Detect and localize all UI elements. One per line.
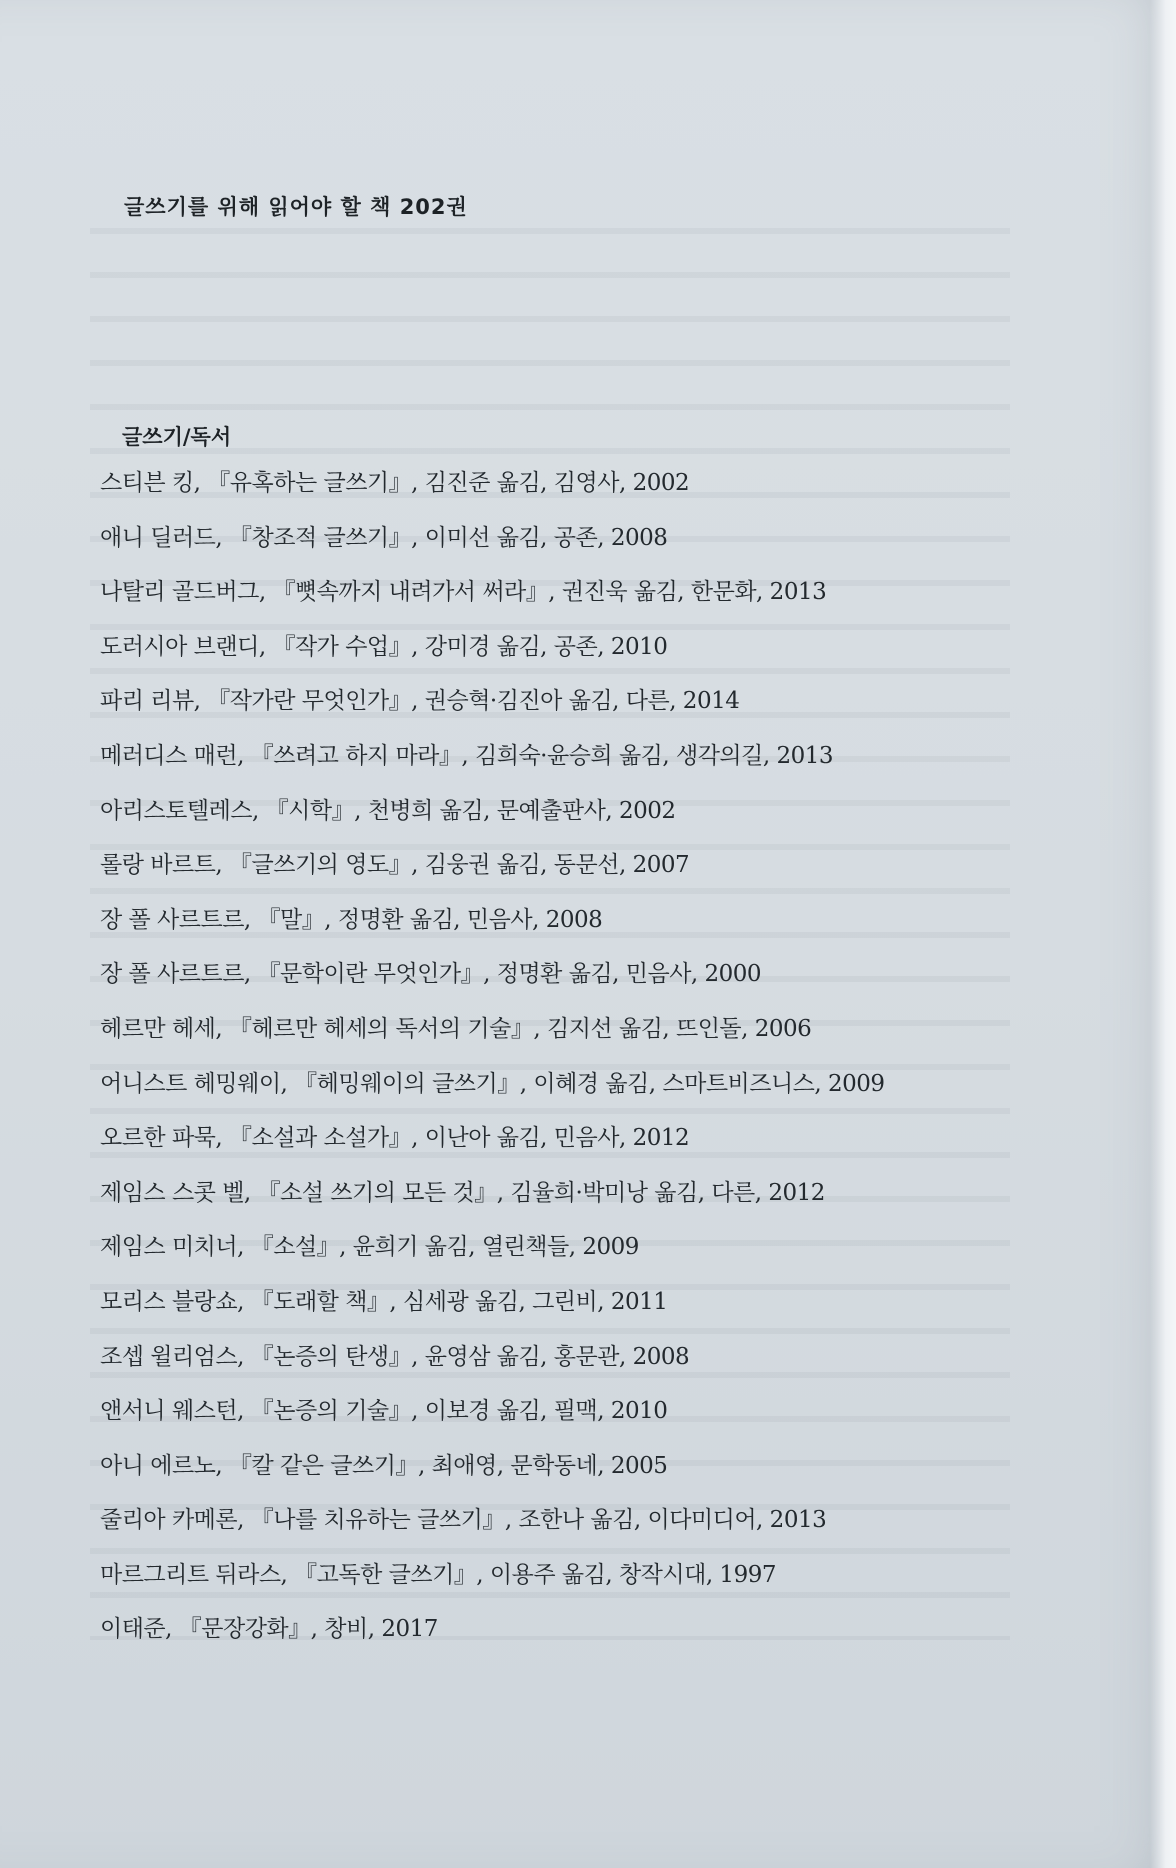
book-entry: 장 폴 사르트르, 『말』, 정명환 옮김, 민음사, 2008 — [100, 906, 603, 933]
book-entry: 메러디스 매런, 『쓰려고 하지 마라』, 김희숙·윤승희 옮김, 생각의길, 2013 — [100, 742, 834, 769]
book-entry: 파리 리뷰, 『작가란 무엇인가』, 권승혁·김진아 옮김, 다른, 2014 — [100, 688, 740, 715]
list-title: 글쓰기를 위해 읽어야 할 책 202권 — [124, 195, 468, 219]
book-entry: 오르한 파묵, 『소설과 소설가』, 이난아 옮김, 민음사, 2012 — [100, 1125, 690, 1152]
book-entry: 마르그리트 뒤라스, 『고독한 글쓰기』, 이용주 옮김, 창작시대, 1997 — [100, 1561, 776, 1588]
book-entry: 앤서니 웨스턴, 『논증의 기술』, 이보경 옮김, 필맥, 2010 — [100, 1398, 668, 1425]
book-entry: 장 폴 사르트르, 『문학이란 무엇인가』, 정명환 옮김, 민음사, 2000 — [100, 961, 762, 988]
book-entry: 조셉 윌리엄스, 『논증의 탄생』, 윤영삼 옮김, 홍문관, 2008 — [100, 1343, 690, 1370]
book-entry: 애니 딜러드, 『창조적 글쓰기』, 이미선 옮김, 공존, 2008 — [100, 524, 668, 551]
book-list — [100, 469, 1000, 1670]
section-heading: 글쓰기/독서 — [122, 425, 232, 449]
book-entry: 아니 에르노, 『칼 같은 글쓰기』, 최애영, 문학동네, 2005 — [100, 1452, 668, 1479]
book-entry: 아리스토텔레스, 『시학』, 천병희 옮김, 문예출판사, 2002 — [100, 797, 676, 824]
book-entry: 어니스트 헤밍웨이, 『헤밍웨이의 글쓰기』, 이혜경 옮김, 스마트비즈니스, 2009 — [100, 1070, 885, 1097]
book-entry: 롤랑 바르트, 『글쓰기의 영도』, 김웅권 옮김, 동문선, 2007 — [100, 852, 690, 879]
book-entry: 이태준, 『문장강화』, 창비, 2017 — [100, 1616, 438, 1643]
book-entry: 스티븐 킹, 『유혹하는 글쓰기』, 김진준 옮김, 김영사, 2002 — [100, 470, 690, 496]
book-entry: 제임스 스콧 벨, 『소설 쓰기의 모든 것』, 김율희·박미낭 옮김, 다른, 2012 — [100, 1179, 825, 1206]
book-entry: 도러시아 브랜디, 『작가 수업』, 강미경 옮김, 공존, 2010 — [100, 633, 668, 660]
book-entry: 헤르만 헤세, 『헤르만 헤세의 독서의 기술』, 김지선 옮김, 뜨인돌, 2006 — [100, 1015, 812, 1042]
page-content — [100, 175, 1000, 1670]
book-entry: 모리스 블랑쇼, 『도래할 책』, 심세광 옮김, 그린비, 2011 — [100, 1288, 668, 1315]
book-entry: 나탈리 골드버그, 『뼛속까지 내려가서 써라』, 권진욱 옮김, 한문화, 2013 — [100, 579, 827, 606]
book-entry: 줄리아 카메론, 『나를 치유하는 글쓰기』, 조한나 옮김, 이다미디어, 2013 — [100, 1507, 827, 1534]
book-entry: 제임스 미치너, 『소설』, 윤희기 옮김, 열린책들, 2009 — [100, 1234, 639, 1261]
page-edge — [1150, 0, 1176, 1868]
